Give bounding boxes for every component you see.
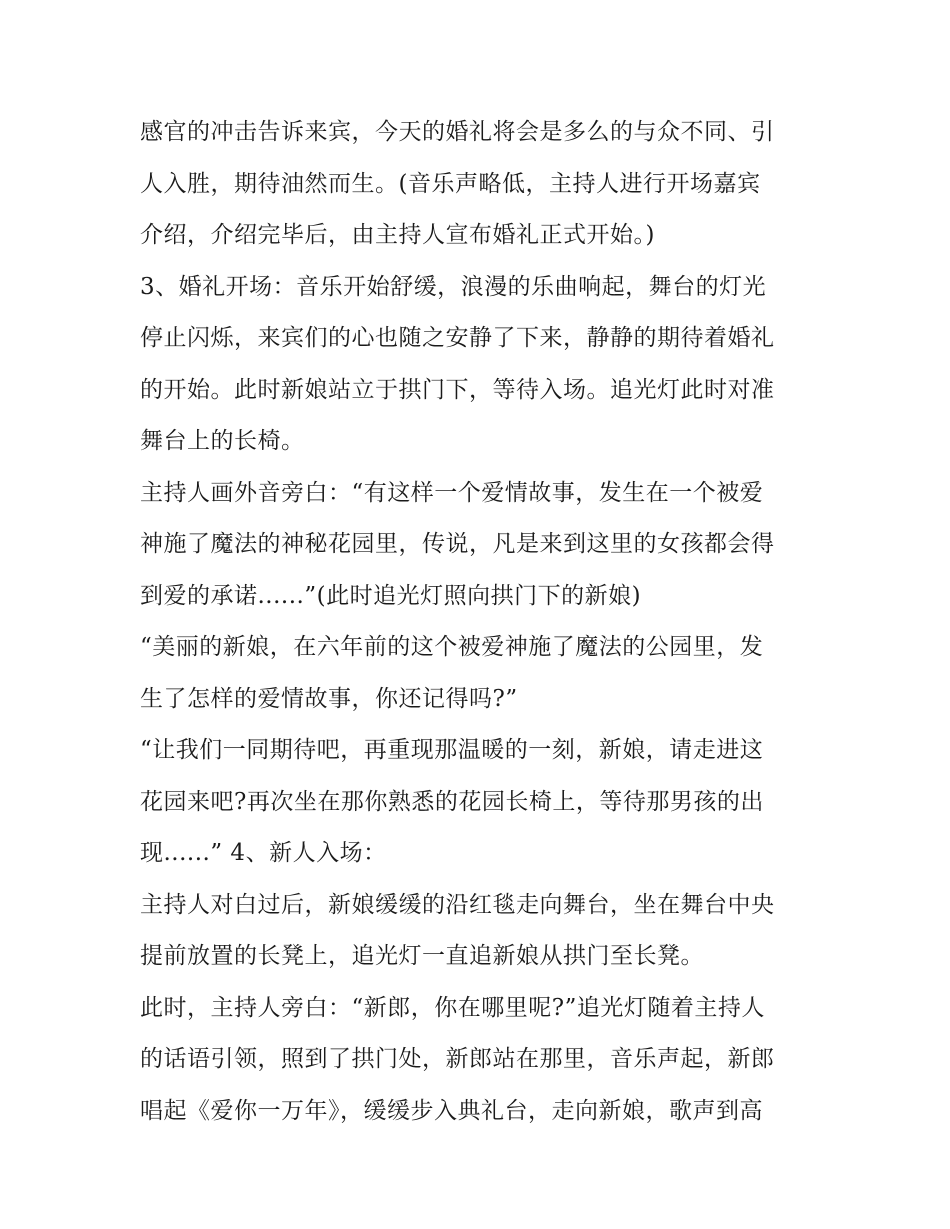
text-line: 现......” 4、新人入场： (140, 840, 387, 866)
body-text (140, 107, 820, 1137)
text-line: 唱起《爱你一万年》，缓缓步入典礼台，走向新娘，歌声到高 (140, 1097, 763, 1124)
text-line: 介绍，介绍完毕后，由主持人宣布婚礼正式开始。) (140, 222, 655, 248)
text-line: 3、婚礼开场：音乐开始舒缓，浪漫的乐曲响起，舞台的灯光 (140, 273, 767, 300)
text-line: 感官的冲击告诉来宾，今天的婚礼将会是多么的与众不同、引 (140, 119, 775, 145)
text-line: 主持人对白过后，新娘缓缓的沿红毯走向舞台，坐在舞台中央 (140, 891, 775, 918)
text-line: 舞台上的长椅。 (140, 428, 305, 454)
text-line: 主持人画外音旁白：“有这样一个爱情故事，发生在一个被爱 (140, 479, 764, 506)
text-line: 到爱的承诺......”(此时追光灯照向拱门下的新娘) (140, 582, 642, 609)
text-line: 的开始。此时新娘站立于拱门下，等待入场。追光灯此时对准 (140, 376, 775, 403)
text-line: 生了怎样的爱情故事，你还记得吗?” (140, 685, 518, 712)
text-line: 神施了魔法的神秘花园里，传说，凡是来到这里的女孩都会得 (140, 531, 775, 557)
text-line: 停止闪烁，来宾们的心也随之安静了下来，静静的期待着婚礼 (140, 325, 775, 351)
text-line: “美丽的新娘，在六年前的这个被爱神施了魔法的公园里，发 (140, 634, 764, 660)
text-line: 的话语引领，照到了拱门处，新郎站在那里，音乐声起，新郎 (140, 1046, 775, 1072)
text-line: 人入胜，期待油然而生。(音乐声略低，主持人进行开场嘉宾 (140, 170, 761, 197)
text-line: “让我们一同期待吧，再重现那温暖的一刻，新娘，请走进这 (140, 737, 764, 763)
text-line: 花园来吧?再次坐在那你熟悉的花园长椅上，等待那男孩的出 (140, 788, 764, 815)
text-line: 提前放置的长凳上，追光灯一直追新娘从拱门至长凳。 (140, 943, 704, 969)
text-line: 此时，主持人旁白：“新郎，你在哪里呢?”追光灯随着主持人 (140, 994, 765, 1021)
